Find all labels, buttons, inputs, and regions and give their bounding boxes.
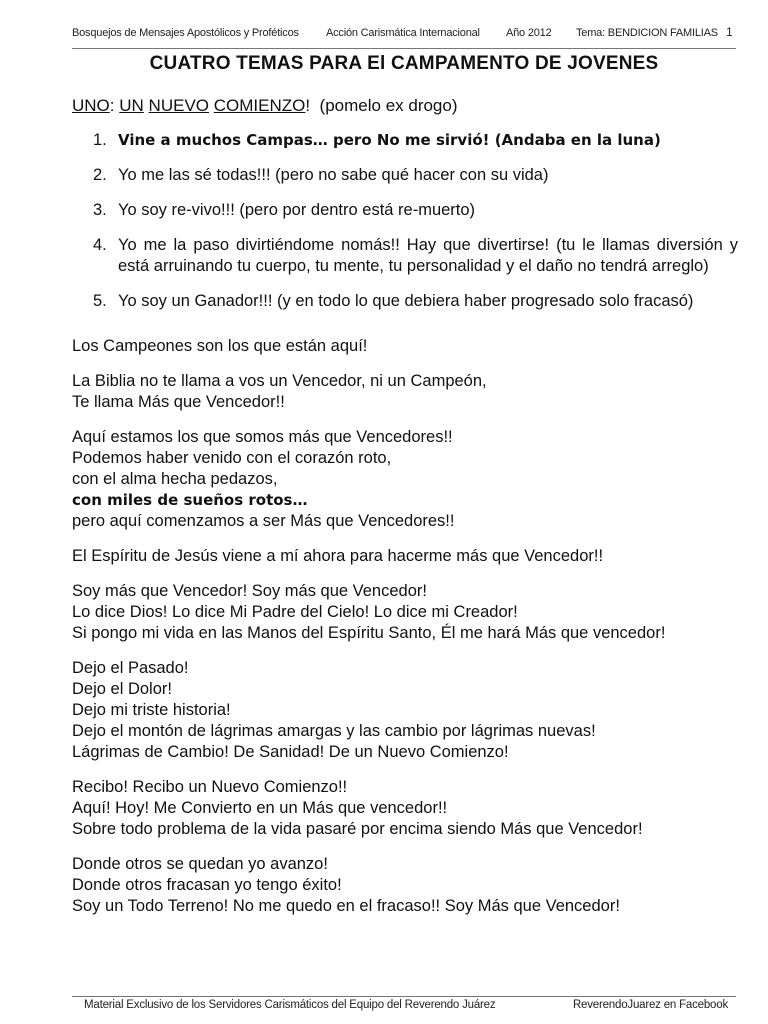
list-item (93, 235, 738, 277)
list-item-text: Yo soy re-vivo!!! (pero por dentro está re-muerto) (118, 201, 476, 219)
header-page-number: 1 (726, 25, 733, 39)
heading-colon: : (109, 96, 115, 115)
list-item (93, 130, 738, 151)
footer-social: ReverendoJuarez en Facebook (572, 999, 728, 1011)
paragraph (72, 546, 738, 567)
footer-divider (72, 996, 736, 997)
paragraph-line: Podemos haber venido con el corazón roto, (72, 449, 392, 467)
paragraph (72, 581, 738, 644)
paragraph-line: Aquí! Hoy! Me Convierto en un Más que vencedor!! (72, 799, 448, 817)
paragraph-line: con el alma hecha pedazos, (72, 470, 278, 488)
paragraph-line: Si pongo mi vida en las Manos del Espíritu Santo, Él me hará Más que vencedor! (72, 624, 666, 642)
numbered-list (72, 130, 738, 312)
paragraph-line: Dejo mi triste historia! (72, 701, 231, 719)
paragraph-line: Dejo el Dolor! (72, 680, 172, 698)
list-item-text: Yo soy un Ganador!!! (y en todo lo que debiera haber progresado solo fracasó) (118, 292, 694, 310)
paragraph-line: Recibo! Recibo un Nuevo Comienzo!! (72, 778, 348, 796)
paragraph-line-emphasis: con miles de sueños rotos… (72, 491, 308, 509)
document-title: CUATRO TEMAS PARA El CAMPAMENTO DE JOVENES (149, 53, 659, 74)
paragraph-line: Soy un Todo Terreno! No me quedo en el fracaso!! Soy Más que Vencedor! (72, 897, 620, 915)
heading-nuevo: NUEVO (148, 96, 210, 115)
paragraph-line: El Espíritu de Jesús viene a mí ahora para hacerme más que Vencedor!! (72, 547, 604, 565)
list-item-number: 5. (93, 292, 107, 310)
paragraph (72, 777, 738, 840)
paragraph-line: Lo dice Dios! Lo dice Mi Padre del Cielo! Lo dice mi Creador! (72, 603, 518, 621)
paragraph (72, 371, 738, 413)
paragraph (72, 427, 738, 532)
header-divider (72, 48, 736, 49)
heading-un: UN (119, 96, 144, 115)
paragraph-line: Donde otros fracasan yo tengo éxito! (72, 876, 342, 894)
header-year: Año 2012 (506, 27, 552, 39)
paragraph (72, 854, 738, 917)
paragraph-line: Dejo el montón de lágrimas amargas y las cambio por lágrimas nuevas! (72, 722, 596, 740)
paragraph-line: La Biblia no te llama a vos un Vencedor, ni un Campeón, (72, 372, 487, 390)
paragraph-line: Aquí estamos los que somos más que Vencedores!! (72, 428, 453, 446)
list-item-text: Yo me la paso divirtiéndome nomás!! Hay que divertirse! (tu le llamas diversión y está arruinando tu cuerpo, tu mente, tu personalidad y el daño no tendrá arreglo) (118, 236, 738, 275)
heading-exclaim: ! (305, 96, 311, 115)
paragraph-line: Sobre todo problema de la vida pasaré por encima siendo Más que Vencedor! (72, 820, 643, 838)
list-item-text: Yo me las sé todas!!! (pero no sabe qué hacer con su vida) (118, 166, 549, 184)
paragraph (72, 658, 738, 763)
header-series: Bosquejos de Mensajes Apostólicos y Proféticos (72, 27, 299, 39)
header-topic: Tema: BENDICION FAMILIAS (576, 27, 718, 39)
document-body (72, 130, 738, 931)
list-item-text: Vine a muchos Campas… pero No me sirvió! (Andaba en la luna) (118, 131, 661, 149)
page-header (72, 27, 736, 45)
list-item-number: 1. (93, 131, 107, 149)
section-heading (72, 96, 458, 116)
paragraph-line: Te llama Más que Vencedor!! (72, 393, 285, 411)
heading-note: (pomelo ex drogo) (319, 96, 458, 115)
list-item (93, 165, 738, 186)
paragraph-line: Los Campeones son los que están aquí! (72, 337, 368, 355)
footer-notice: Material Exclusivo de los Servidores Carismáticos del Equipo del Reverendo Juárez (84, 999, 496, 1011)
list-item-number: 3. (93, 201, 107, 219)
header-organization: Acción Carismática Internacional (326, 27, 480, 39)
heading-comienzo: COMIENZO (213, 96, 306, 115)
paragraph-line: Dejo el Pasado! (72, 659, 189, 677)
paragraph (72, 336, 738, 357)
list-item (93, 291, 738, 312)
list-item-number: 2. (93, 166, 107, 184)
paragraph-line: Lágrimas de Cambio! De Sanidad! De un Nuevo Comienzo! (72, 743, 509, 761)
paragraph-line: Soy más que Vencedor! Soy más que Vencedor! (72, 582, 427, 600)
heading-uno: UNO (72, 96, 110, 115)
list-item (93, 200, 738, 221)
paragraph-line: Donde otros se quedan yo avanzo! (72, 855, 328, 873)
list-item-number: 4. (93, 236, 107, 254)
paragraph-line: pero aquí comenzamos a ser Más que Vencedores!! (72, 512, 455, 530)
